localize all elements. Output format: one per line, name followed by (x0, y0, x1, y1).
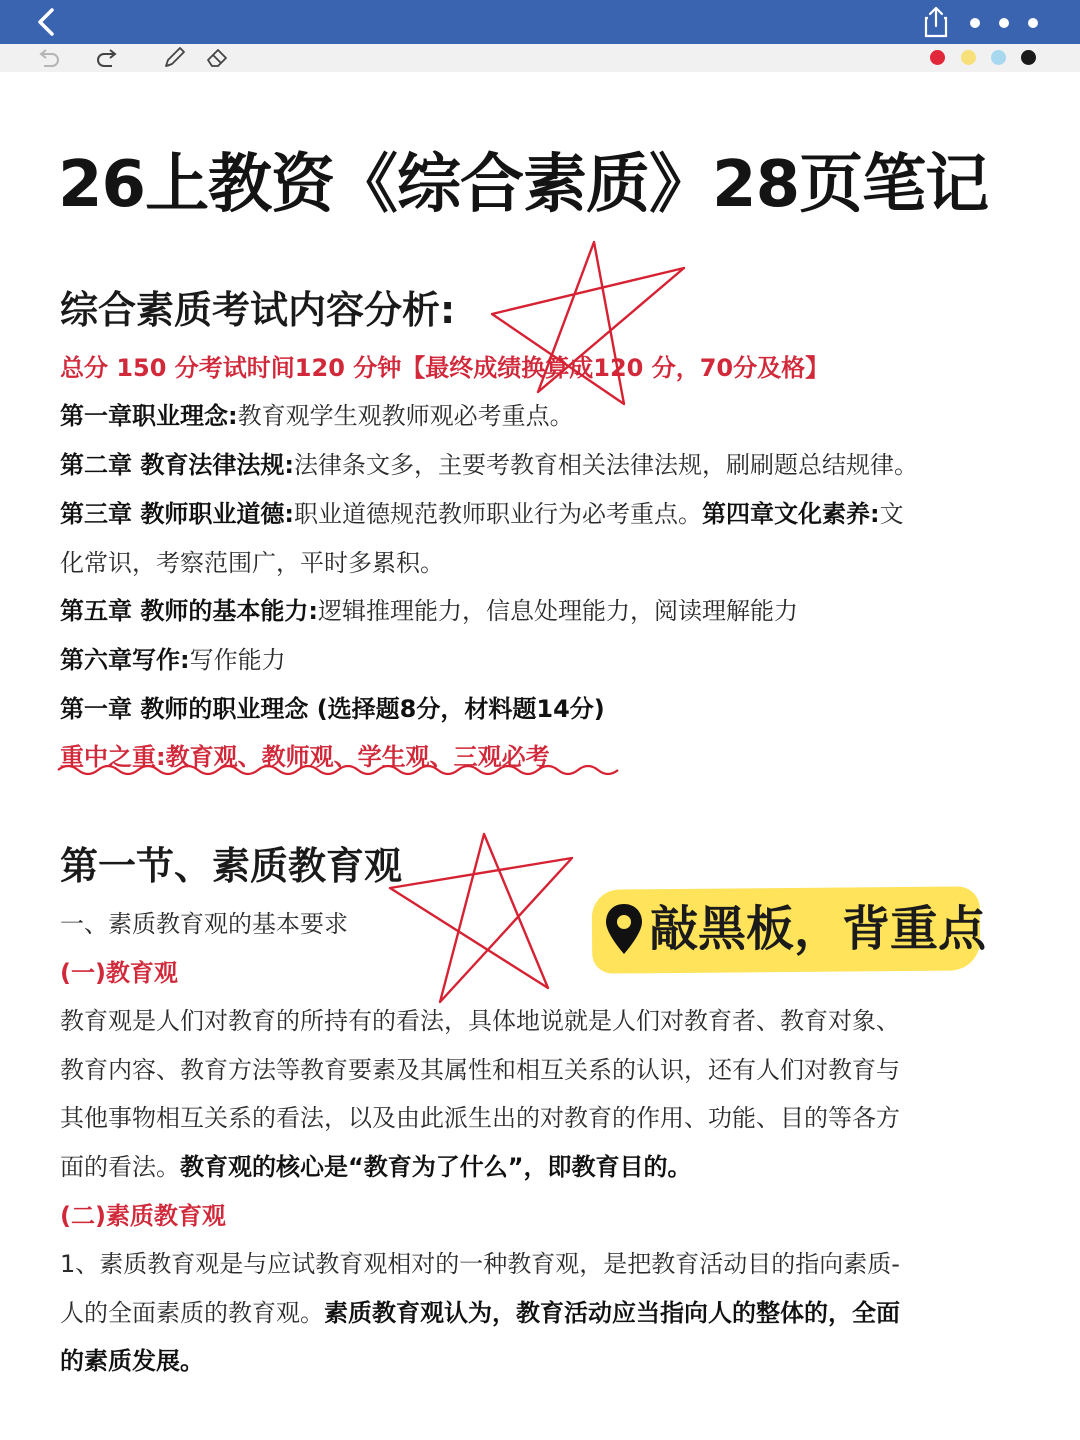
top-navigation-bar (0, 0, 1080, 44)
chapter-label: 第二章 教育法律法规: (60, 451, 294, 479)
exam-info-line: 总分 150 分考试时间120 分钟【最终成绩换算成120 分，70分及格】 (60, 354, 830, 382)
paragraph-line: 教育内容、教育方法等教育要素及其属性和相互关系的认识，还有人们对教育与 (60, 1056, 900, 1084)
share-icon[interactable] (918, 4, 954, 40)
eraser-icon[interactable] (204, 46, 232, 70)
undo-icon[interactable] (34, 46, 62, 70)
chapter-text: 逻辑推理能力，信息处理能力，阅读理解能力 (317, 597, 798, 625)
redo-icon[interactable] (94, 46, 122, 70)
chapter-5-line (60, 587, 1020, 635)
red-color-swatch[interactable] (930, 50, 945, 65)
paragraph-line: 的素质发展。 (60, 1347, 204, 1375)
chapter-label: 第三章 教师职业道德: (60, 500, 294, 528)
chapter-label: 第四章文化素养: (701, 500, 880, 528)
paragraph-line (60, 1289, 1020, 1337)
annotation-toolbar (0, 44, 1080, 72)
chapter-text: 职业道德规范教师职业行为必考重点。 (293, 500, 702, 528)
chapter-text: 教育观学生观教师观必考重点。 (237, 402, 574, 430)
key-point-line: 重中之重:教育观、教师观、学生观、三观必考 (60, 743, 550, 771)
section-heading-exam-analysis: 综合素质考试内容分析: (60, 288, 456, 332)
chapter-2-line (60, 441, 1020, 489)
chapter-3-line (60, 490, 1020, 538)
chapter-text: 文 (879, 500, 904, 528)
chapter-text: 写作能力 (189, 646, 286, 674)
black-color-swatch[interactable] (1021, 50, 1036, 65)
chapter-1-detail-line: 第一章 教师的职业理念 (选择题8分，材料题14分) (60, 695, 605, 723)
subheading-quality-education-view: (二)素质教育观 (60, 1202, 226, 1230)
more-dots-icon[interactable] (962, 10, 1046, 36)
yellow-color-swatch[interactable] (961, 50, 976, 65)
chapter-label: 第六章写作: (60, 646, 190, 674)
callout-text: 敲黑板，背重点 (650, 901, 987, 957)
section-heading-quality-education: 第一节、素质教育观 (60, 844, 403, 888)
paragraph-line: 其他事物相互关系的看法，以及由此派生出的对教育的作用、功能、目的等各方 (60, 1104, 900, 1132)
paragraph-bold-text: 素质教育观认为，教育活动应当指向人的整体的，全面 (324, 1299, 900, 1327)
subheading-basic-requirements: 一、素质教育观的基本要求 (60, 910, 348, 938)
subheading-education-view: (一)教育观 (60, 959, 178, 987)
page-title: 26上教资《综合素质》28页笔记 (58, 148, 989, 222)
blue-color-swatch[interactable] (991, 50, 1006, 65)
chapter-text: 法律条文多，主要考教育相关法律法规，刷刷题总结规律。 (293, 451, 918, 479)
chevron-left-icon[interactable] (28, 4, 68, 40)
chapter-4-continued-line: 化常识，考察范围广，平时多累积。 (60, 549, 444, 577)
pen-icon[interactable] (160, 46, 188, 70)
paragraph-line: 教育观是人们对教育的所持有的看法，具体地说就是人们对教育者、教育对象、 (60, 1007, 900, 1035)
chapter-label: 第五章 教师的基本能力: (60, 597, 318, 625)
paragraph-line: 1、素质教育观是与应试教育观相对的一种教育观，是把教育活动目的指向素质- (60, 1250, 900, 1278)
chapter-1-line (60, 392, 1020, 440)
paragraph-text: 人的全面素质的教育观。 (60, 1299, 324, 1327)
chapter-label: 第一章职业理念: (60, 402, 238, 430)
paragraph-text: 面的看法。 (60, 1153, 180, 1181)
paragraph-line (60, 1143, 1020, 1191)
paragraph-bold-text: 教育观的核心是“教育为了什么”，即教育目的。 (180, 1153, 692, 1181)
chapter-6-line (60, 636, 1020, 684)
